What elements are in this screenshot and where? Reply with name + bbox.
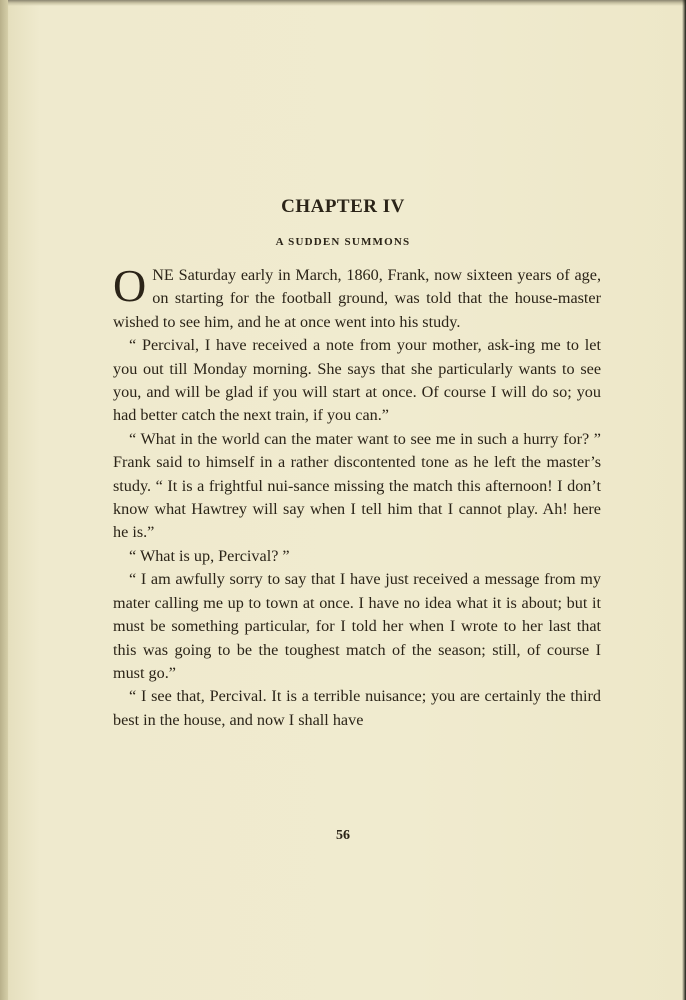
chapter-title: CHAPTER IV <box>281 196 405 217</box>
paragraph-1-text: NE Saturday early in March, 1860, Frank, now sixteen years of age, on starting for the football ground, was told that the house-master wished to see him, and he at once went into his study. <box>113 266 601 331</box>
paragraph-5: “ I am awfully sorry to say that I have just received a message from my mater calling me up to town at once. I have no idea what it is about; but it must be something particular, for I told her when I wrote to her last that this was going to be the toughest match of the season; still, of course I must go.” <box>113 570 601 682</box>
page-right-edge <box>682 0 686 1000</box>
paragraph-6: “ I see that, Percival. It is a terrible nuisance; you are certainly the third best in the house, and now I shall have <box>113 687 601 729</box>
paragraph-1 <box>113 260 601 334</box>
page-top-shadow <box>0 0 686 6</box>
page-number: 56 <box>336 828 350 843</box>
body-text <box>113 260 601 732</box>
chapter-subtitle: A SUDDEN SUMMONS <box>275 236 411 248</box>
page-spine-edge <box>0 0 8 1000</box>
paragraph-4: “ What is up, Percival? ” <box>129 546 290 565</box>
paragraph-2: “ Percival, I have received a note from your mother, ask-ing me to let you out till Monday morning. She says that she particularly wants to see you, and will be glad if you will start at once. Of course I will do so; you had better catch the next train, if you can.” <box>113 336 601 425</box>
drop-cap: O <box>113 260 147 311</box>
paragraph-3: “ What in the world can the mater want to see me in such a hurry for? ” Frank said to himself in a rather discontented tone as he left the master’s study. “ It is a frightful nui-sance missing the match this afternoon! I don’t know what Hawtrey will say when I tell him that I cannot play. Ah! here he is.” <box>113 429 601 542</box>
